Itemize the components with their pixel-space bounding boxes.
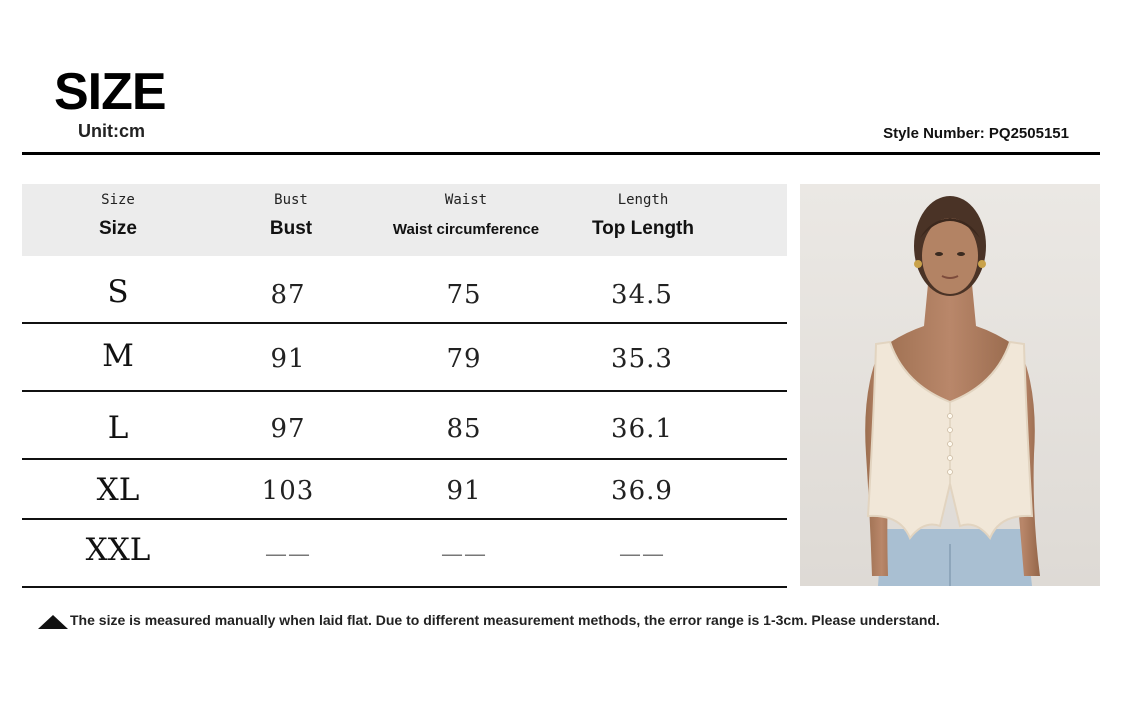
size-value: M — [102, 338, 134, 374]
length-value: 36.1 — [611, 414, 673, 444]
table-row — [22, 520, 787, 588]
bust-value: 103 — [261, 476, 315, 506]
table-header — [22, 184, 787, 256]
bust-value: 87 — [270, 280, 306, 310]
size-value: XXL — [85, 532, 151, 568]
column-header-bottom: Waist circumference — [392, 221, 540, 238]
size-value: XL — [96, 472, 140, 508]
product-photo — [800, 184, 1100, 586]
length-value: —— — [619, 542, 665, 567]
column-header-top: Length — [617, 192, 669, 208]
size-table — [22, 184, 787, 588]
table-row — [22, 324, 787, 392]
unit-label: Unit:cm — [78, 121, 145, 141]
waist-value: 91 — [446, 476, 482, 506]
size-value: S — [107, 274, 129, 310]
column-header-top: Bust — [274, 192, 308, 208]
column-header-bottom: Size — [98, 218, 138, 239]
table-row — [22, 392, 787, 460]
measurement-note — [38, 612, 1038, 629]
model-illustration — [800, 184, 1100, 586]
style-number: Style Number: PQ2505151 — [883, 125, 1069, 142]
waist-value: 79 — [446, 344, 482, 374]
table-row — [22, 256, 787, 324]
column-header-bottom: Top Length — [591, 218, 694, 239]
note-text: The size is measured manually when laid flat. Due to different measurement methods, the error range is 1-3cm. Please understand. — [70, 612, 940, 628]
waist-value: 75 — [446, 280, 482, 310]
length-value: 36.9 — [611, 476, 673, 506]
bust-value: —— — [265, 542, 311, 567]
length-value: 34.5 — [611, 280, 673, 310]
bust-value: 91 — [270, 344, 306, 374]
waist-value: 85 — [446, 414, 482, 444]
header-divider — [22, 152, 1100, 155]
column-header-bottom: Bust — [269, 218, 313, 239]
triangle-up-icon — [38, 615, 68, 629]
length-value: 35.3 — [611, 344, 673, 374]
page-title: SIZE — [54, 63, 166, 121]
column-header-top: Size — [101, 192, 135, 208]
waist-value: —— — [441, 542, 487, 567]
table-row — [22, 460, 787, 520]
size-value: L — [107, 410, 129, 446]
bust-value: 97 — [270, 414, 306, 444]
column-header-top: Waist — [444, 192, 488, 208]
